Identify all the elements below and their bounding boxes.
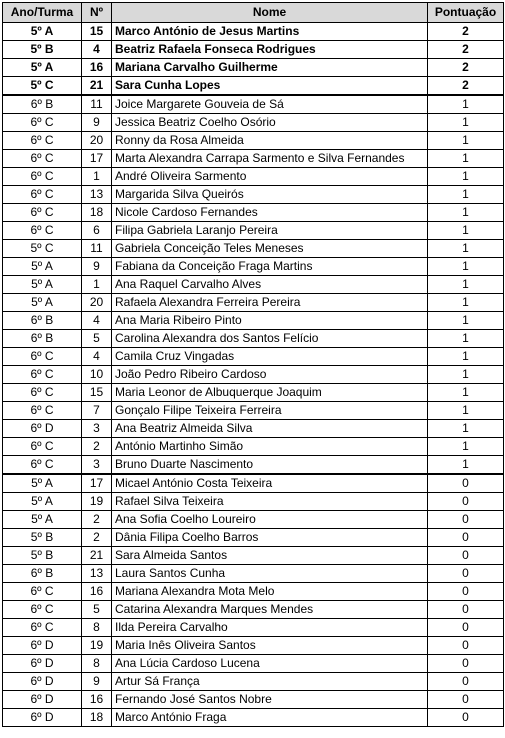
table-row bbox=[3, 637, 504, 655]
cell-pont: 0 bbox=[428, 547, 504, 565]
cell-num: 4 bbox=[82, 312, 112, 330]
table-row bbox=[3, 709, 504, 727]
table-row bbox=[3, 511, 504, 529]
table-row bbox=[3, 77, 504, 96]
cell-turma: 6º C bbox=[3, 132, 82, 150]
cell-pont: 1 bbox=[428, 420, 504, 438]
cell-pont: 1 bbox=[428, 330, 504, 348]
cell-turma: 6º D bbox=[3, 637, 82, 655]
cell-pont: 1 bbox=[428, 438, 504, 456]
table-row bbox=[3, 529, 504, 547]
cell-num: 10 bbox=[82, 366, 112, 384]
cell-pont: 2 bbox=[428, 23, 504, 41]
cell-turma: 6º B bbox=[3, 312, 82, 330]
cell-nome: Rafaela Alexandra Ferreira Pereira bbox=[112, 294, 428, 312]
cell-nome: Marco António Fraga bbox=[112, 709, 428, 727]
cell-nome: Marco António de Jesus Martins bbox=[112, 23, 428, 41]
cell-turma: 6º C bbox=[3, 438, 82, 456]
header-turma: Ano/Turma bbox=[3, 3, 82, 23]
header-row bbox=[3, 3, 504, 23]
table-body bbox=[3, 23, 504, 727]
cell-num: 2 bbox=[82, 529, 112, 547]
cell-nome: Ana Sofia Coelho Loureiro bbox=[112, 511, 428, 529]
cell-pont: 0 bbox=[428, 601, 504, 619]
cell-num: 2 bbox=[82, 511, 112, 529]
cell-turma: 6º C bbox=[3, 402, 82, 420]
cell-pont: 1 bbox=[428, 294, 504, 312]
cell-pont: 0 bbox=[428, 637, 504, 655]
cell-turma: 6º D bbox=[3, 420, 82, 438]
table-row bbox=[3, 438, 504, 456]
cell-nome: Beatriz Rafaela Fonseca Rodrigues bbox=[112, 41, 428, 59]
cell-pont: 0 bbox=[428, 655, 504, 673]
cell-num: 15 bbox=[82, 23, 112, 41]
table-row bbox=[3, 547, 504, 565]
cell-nome: Jessica Beatriz Coelho Osório bbox=[112, 114, 428, 132]
results-sheet bbox=[2, 2, 503, 727]
cell-nome: Sara Cunha Lopes bbox=[112, 77, 428, 96]
cell-num: 21 bbox=[82, 547, 112, 565]
cell-pont: 1 bbox=[428, 132, 504, 150]
cell-pont: 0 bbox=[428, 709, 504, 727]
cell-num: 19 bbox=[82, 637, 112, 655]
cell-turma: 6º D bbox=[3, 691, 82, 709]
cell-pont: 0 bbox=[428, 474, 504, 493]
results-table bbox=[2, 2, 504, 727]
table-row bbox=[3, 456, 504, 475]
table-row bbox=[3, 402, 504, 420]
cell-nome: Margarida Silva Queirós bbox=[112, 186, 428, 204]
table-row bbox=[3, 59, 504, 77]
cell-nome: Fabiana da Conceição Fraga Martins bbox=[112, 258, 428, 276]
cell-nome: Artur Sá França bbox=[112, 673, 428, 691]
cell-pont: 1 bbox=[428, 384, 504, 402]
cell-turma: 5º C bbox=[3, 77, 82, 96]
table-row bbox=[3, 95, 504, 114]
cell-pont: 1 bbox=[428, 240, 504, 258]
cell-num: 2 bbox=[82, 438, 112, 456]
cell-pont: 1 bbox=[428, 114, 504, 132]
cell-pont: 1 bbox=[428, 258, 504, 276]
cell-nome: Ilda Pereira Carvalho bbox=[112, 619, 428, 637]
cell-nome: Mariana Carvalho Guilherme bbox=[112, 59, 428, 77]
cell-pont: 1 bbox=[428, 168, 504, 186]
table-row bbox=[3, 655, 504, 673]
table-row bbox=[3, 23, 504, 41]
cell-num: 1 bbox=[82, 168, 112, 186]
table-row bbox=[3, 673, 504, 691]
cell-num: 18 bbox=[82, 709, 112, 727]
cell-turma: 6º B bbox=[3, 330, 82, 348]
table-row bbox=[3, 186, 504, 204]
cell-turma: 6º C bbox=[3, 114, 82, 132]
cell-pont: 0 bbox=[428, 583, 504, 601]
cell-pont: 1 bbox=[428, 402, 504, 420]
cell-nome: Bruno Duarte Nascimento bbox=[112, 456, 428, 475]
cell-pont: 1 bbox=[428, 276, 504, 294]
cell-nome: João Pedro Ribeiro Cardoso bbox=[112, 366, 428, 384]
table-row bbox=[3, 366, 504, 384]
cell-num: 17 bbox=[82, 474, 112, 493]
table-row bbox=[3, 114, 504, 132]
cell-num: 1 bbox=[82, 276, 112, 294]
cell-num: 9 bbox=[82, 673, 112, 691]
cell-turma: 6º C bbox=[3, 150, 82, 168]
cell-turma: 5º A bbox=[3, 276, 82, 294]
table-row bbox=[3, 348, 504, 366]
table-row bbox=[3, 276, 504, 294]
cell-nome: Ana Maria Ribeiro Pinto bbox=[112, 312, 428, 330]
cell-num: 18 bbox=[82, 204, 112, 222]
cell-pont: 0 bbox=[428, 511, 504, 529]
cell-turma: 6º D bbox=[3, 709, 82, 727]
cell-num: 4 bbox=[82, 348, 112, 366]
cell-nome: Sara Almeida Santos bbox=[112, 547, 428, 565]
cell-num: 21 bbox=[82, 77, 112, 96]
cell-nome: Ana Raquel Carvalho Alves bbox=[112, 276, 428, 294]
table-row bbox=[3, 240, 504, 258]
header-num: Nº bbox=[82, 3, 112, 23]
cell-turma: 6º C bbox=[3, 186, 82, 204]
cell-nome: Maria Leonor de Albuquerque Joaquim bbox=[112, 384, 428, 402]
cell-turma: 5º A bbox=[3, 23, 82, 41]
cell-nome: Maria Inês Oliveira Santos bbox=[112, 637, 428, 655]
cell-turma: 6º C bbox=[3, 366, 82, 384]
cell-pont: 0 bbox=[428, 691, 504, 709]
cell-nome: Marta Alexandra Carrapa Sarmento e Silva Fernandes bbox=[112, 150, 428, 168]
cell-pont: 1 bbox=[428, 186, 504, 204]
cell-turma: 5º A bbox=[3, 474, 82, 493]
cell-nome: Ronny da Rosa Almeida bbox=[112, 132, 428, 150]
cell-num: 7 bbox=[82, 402, 112, 420]
table-row bbox=[3, 204, 504, 222]
cell-pont: 1 bbox=[428, 366, 504, 384]
table-row bbox=[3, 168, 504, 186]
cell-num: 20 bbox=[82, 294, 112, 312]
cell-pont: 0 bbox=[428, 493, 504, 511]
cell-nome: Carolina Alexandra dos Santos Felício bbox=[112, 330, 428, 348]
cell-turma: 6º B bbox=[3, 565, 82, 583]
cell-nome: Ana Beatriz Almeida Silva bbox=[112, 420, 428, 438]
cell-num: 11 bbox=[82, 240, 112, 258]
cell-turma: 6º B bbox=[3, 95, 82, 114]
table-row bbox=[3, 565, 504, 583]
cell-pont: 2 bbox=[428, 59, 504, 77]
cell-num: 16 bbox=[82, 59, 112, 77]
cell-num: 13 bbox=[82, 565, 112, 583]
cell-turma: 5º A bbox=[3, 258, 82, 276]
cell-nome: Ana Lúcia Cardoso Lucena bbox=[112, 655, 428, 673]
cell-num: 4 bbox=[82, 41, 112, 59]
cell-pont: 0 bbox=[428, 565, 504, 583]
cell-num: 20 bbox=[82, 132, 112, 150]
table-row bbox=[3, 132, 504, 150]
cell-num: 8 bbox=[82, 619, 112, 637]
table-row bbox=[3, 601, 504, 619]
cell-num: 3 bbox=[82, 456, 112, 475]
cell-turma: 6º C bbox=[3, 384, 82, 402]
cell-turma: 5º A bbox=[3, 493, 82, 511]
table-row bbox=[3, 493, 504, 511]
cell-turma: 6º C bbox=[3, 348, 82, 366]
cell-turma: 5º B bbox=[3, 41, 82, 59]
table-row bbox=[3, 619, 504, 637]
table-row bbox=[3, 150, 504, 168]
cell-pont: 1 bbox=[428, 150, 504, 168]
cell-nome: Gabriela Conceição Teles Meneses bbox=[112, 240, 428, 258]
cell-pont: 1 bbox=[428, 204, 504, 222]
cell-turma: 6º C bbox=[3, 456, 82, 475]
table-row bbox=[3, 258, 504, 276]
cell-num: 11 bbox=[82, 95, 112, 114]
cell-num: 17 bbox=[82, 150, 112, 168]
cell-num: 19 bbox=[82, 493, 112, 511]
cell-num: 5 bbox=[82, 330, 112, 348]
cell-turma: 6º C bbox=[3, 601, 82, 619]
cell-turma: 5º B bbox=[3, 529, 82, 547]
cell-nome: Joice Margarete Gouveia de Sá bbox=[112, 95, 428, 114]
cell-turma: 6º C bbox=[3, 204, 82, 222]
cell-turma: 6º C bbox=[3, 168, 82, 186]
cell-num: 9 bbox=[82, 114, 112, 132]
table-row bbox=[3, 474, 504, 493]
cell-pont: 1 bbox=[428, 312, 504, 330]
cell-turma: 6º D bbox=[3, 673, 82, 691]
cell-nome: Mariana Alexandra Mota Melo bbox=[112, 583, 428, 601]
cell-pont: 1 bbox=[428, 456, 504, 475]
cell-num: 3 bbox=[82, 420, 112, 438]
cell-pont: 0 bbox=[428, 673, 504, 691]
cell-turma: 6º C bbox=[3, 619, 82, 637]
cell-nome: Nicole Cardoso Fernandes bbox=[112, 204, 428, 222]
table-row bbox=[3, 222, 504, 240]
cell-pont: 1 bbox=[428, 222, 504, 240]
cell-nome: Rafael Silva Teixeira bbox=[112, 493, 428, 511]
table-row bbox=[3, 294, 504, 312]
cell-nome: André Oliveira Sarmento bbox=[112, 168, 428, 186]
cell-nome: Laura Santos Cunha bbox=[112, 565, 428, 583]
cell-num: 13 bbox=[82, 186, 112, 204]
cell-pont: 0 bbox=[428, 619, 504, 637]
header-nome: Nome bbox=[112, 3, 428, 23]
table-row bbox=[3, 420, 504, 438]
cell-pont: 2 bbox=[428, 77, 504, 96]
table-row bbox=[3, 384, 504, 402]
header-pontuacao: Pontuação bbox=[428, 3, 504, 23]
cell-turma: 5º A bbox=[3, 294, 82, 312]
table-row bbox=[3, 583, 504, 601]
table-row bbox=[3, 312, 504, 330]
cell-nome: Gonçalo Filipe Teixeira Ferreira bbox=[112, 402, 428, 420]
cell-nome: António Martinho Simão bbox=[112, 438, 428, 456]
cell-turma: 6º D bbox=[3, 655, 82, 673]
cell-nome: Dânia Filipa Coelho Barros bbox=[112, 529, 428, 547]
cell-num: 6 bbox=[82, 222, 112, 240]
cell-pont: 1 bbox=[428, 95, 504, 114]
cell-nome: Micael António Costa Teixeira bbox=[112, 474, 428, 493]
table-row bbox=[3, 41, 504, 59]
cell-num: 15 bbox=[82, 384, 112, 402]
cell-nome: Filipa Gabriela Laranjo Pereira bbox=[112, 222, 428, 240]
cell-turma: 5º C bbox=[3, 240, 82, 258]
cell-turma: 6º C bbox=[3, 222, 82, 240]
cell-num: 5 bbox=[82, 601, 112, 619]
table-row bbox=[3, 691, 504, 709]
cell-pont: 2 bbox=[428, 41, 504, 59]
cell-num: 8 bbox=[82, 655, 112, 673]
cell-nome: Fernando José Santos Nobre bbox=[112, 691, 428, 709]
cell-turma: 6º C bbox=[3, 583, 82, 601]
cell-turma: 5º B bbox=[3, 547, 82, 565]
cell-num: 9 bbox=[82, 258, 112, 276]
cell-num: 16 bbox=[82, 583, 112, 601]
cell-pont: 1 bbox=[428, 348, 504, 366]
cell-num: 16 bbox=[82, 691, 112, 709]
cell-nome: Catarina Alexandra Marques Mendes bbox=[112, 601, 428, 619]
table-row bbox=[3, 330, 504, 348]
cell-turma: 5º A bbox=[3, 59, 82, 77]
cell-pont: 0 bbox=[428, 529, 504, 547]
cell-turma: 5º A bbox=[3, 511, 82, 529]
cell-nome: Camila Cruz Vingadas bbox=[112, 348, 428, 366]
